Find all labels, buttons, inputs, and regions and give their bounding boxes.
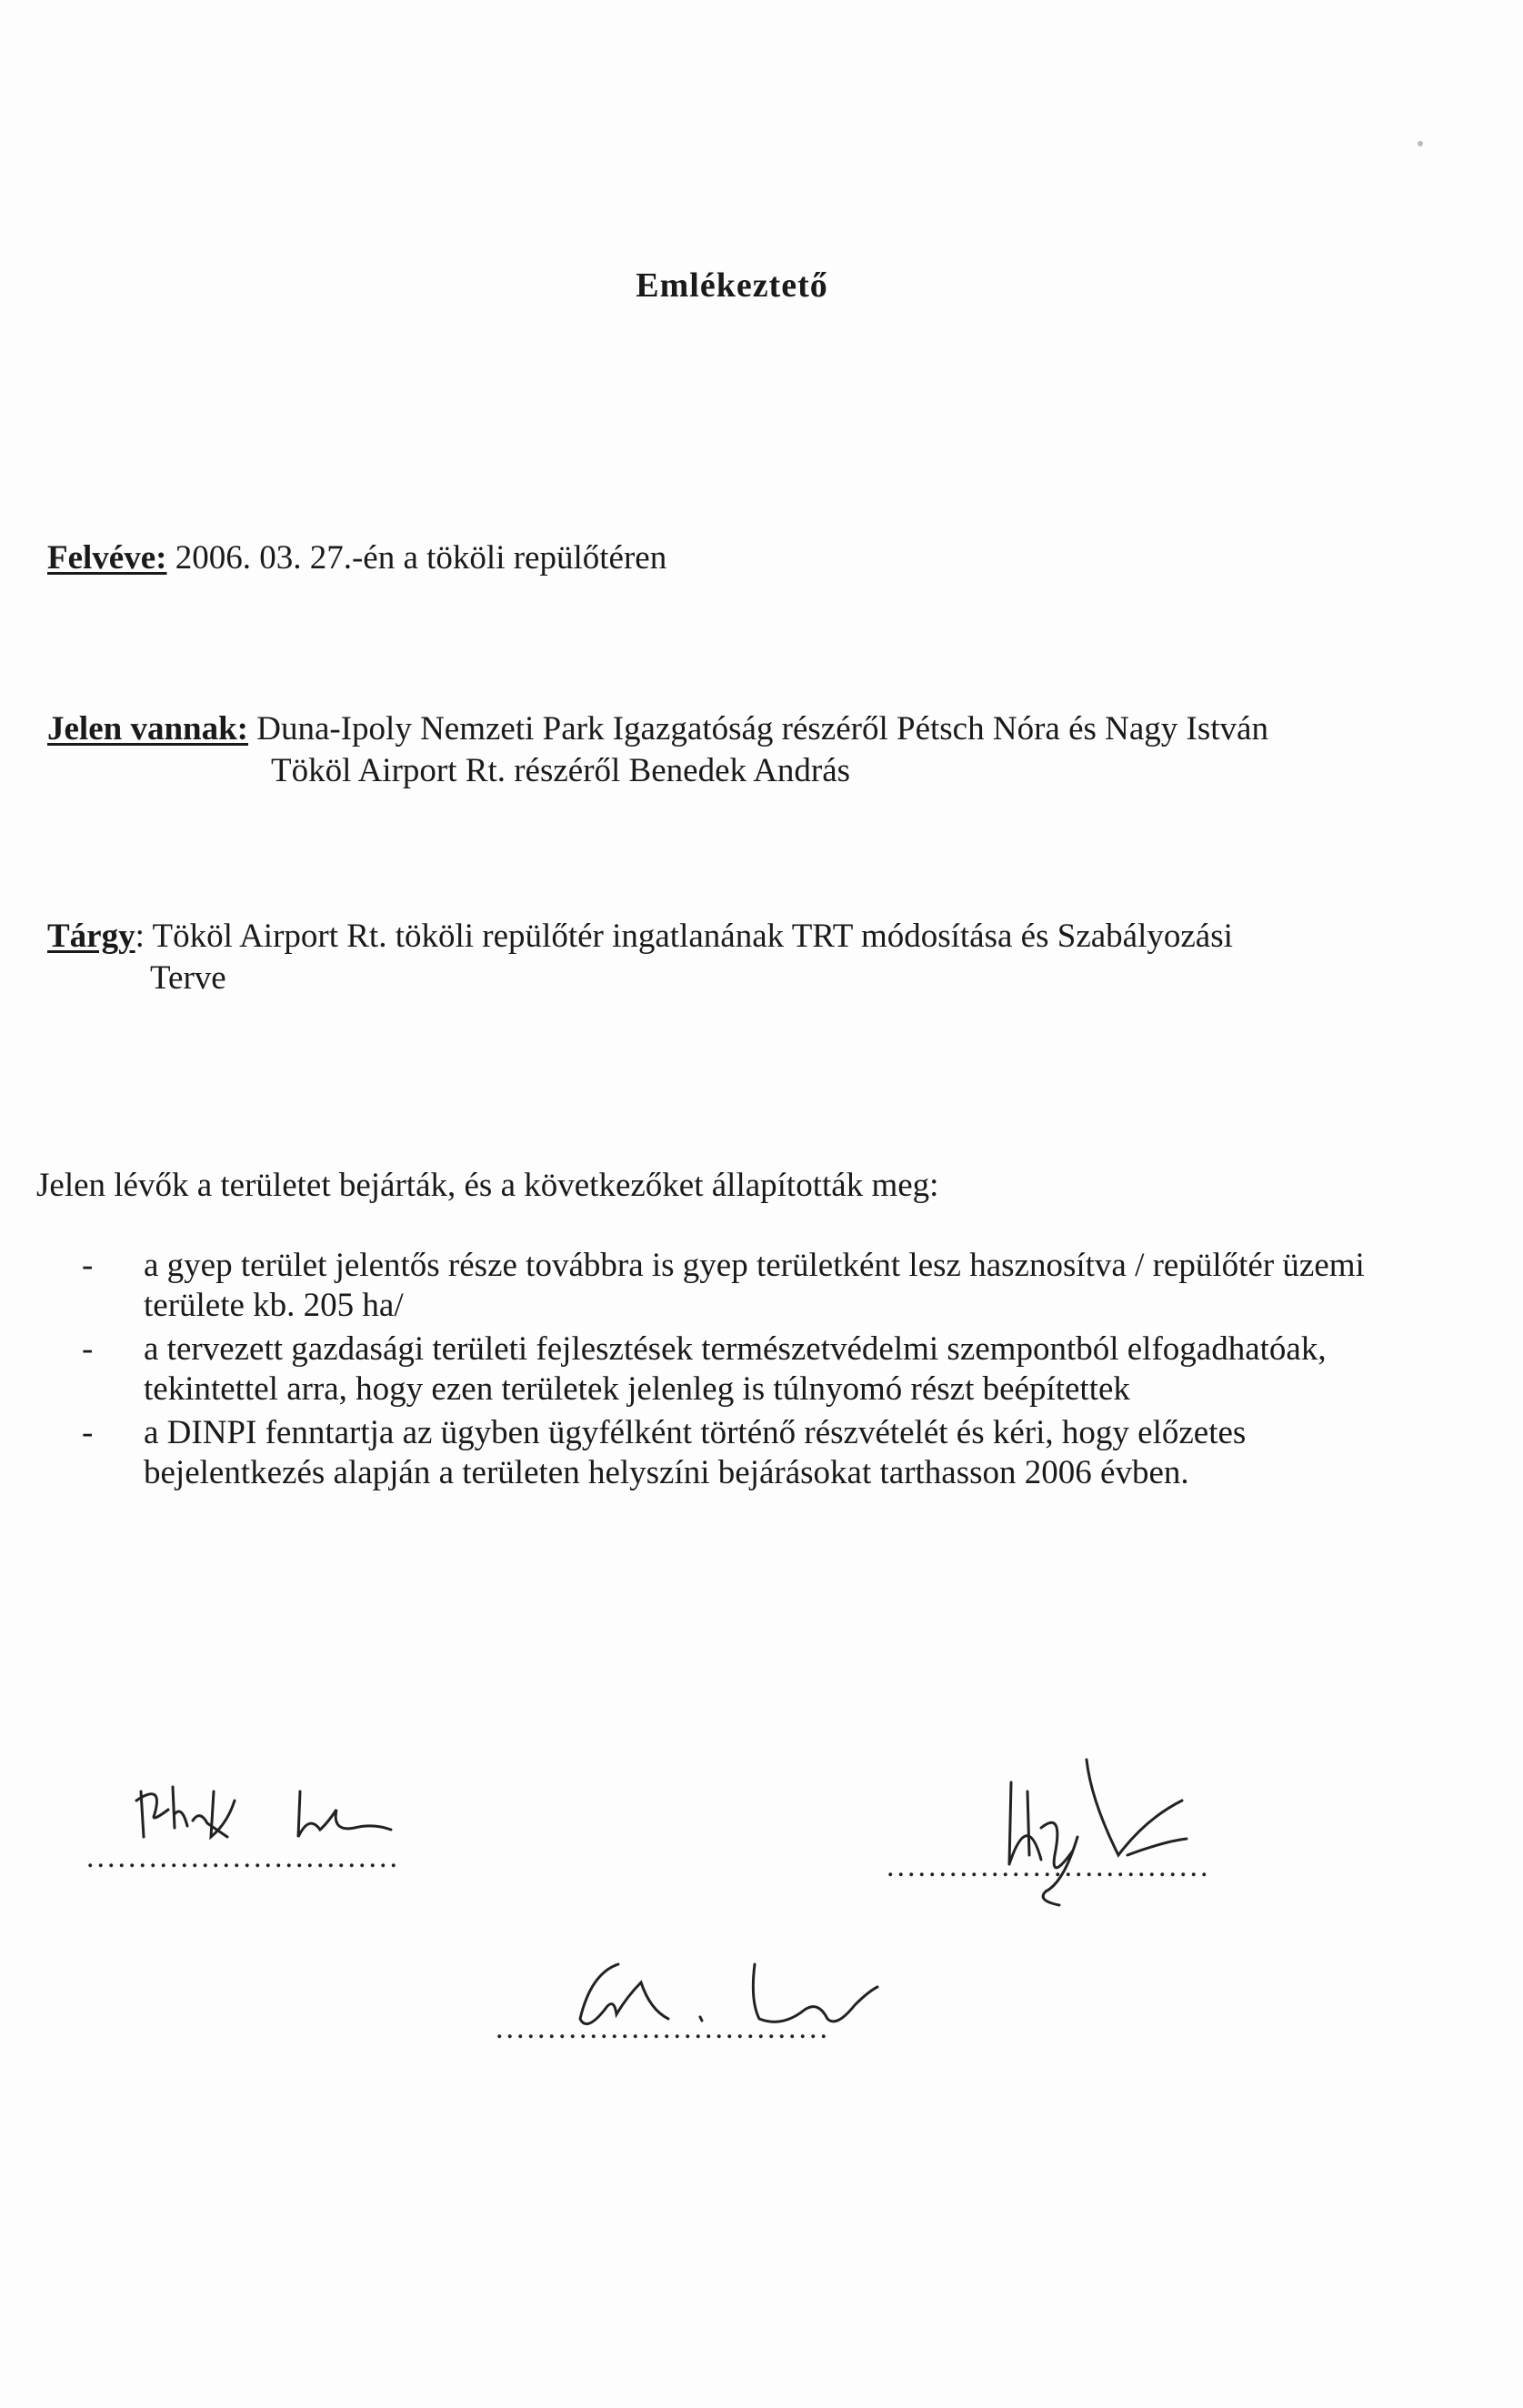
bullet-dash: - — [82, 1414, 94, 1451]
subject-label: Tárgy — [47, 918, 135, 955]
scan-speck — [1418, 141, 1423, 146]
recorded-value: 2006. 03. 27.-én a tököli repülőtéren — [175, 539, 667, 577]
subject-field — [47, 917, 1233, 957]
subject-colon: : — [135, 918, 145, 955]
present-line-1: Duna-Ipoly Nemzeti Park Igazgatóság részéről Pétsch Nóra és Nagy István — [256, 710, 1268, 747]
subject-line-1: Tököl Airport Rt. tököli repülőtér ingatlanának TRT módosítása és Szabályozási — [152, 918, 1233, 955]
bullet-dash: - — [82, 1247, 94, 1284]
findings-list — [82, 1246, 1373, 1497]
list-item — [82, 1329, 1373, 1410]
list-item — [82, 1246, 1373, 1326]
findings-intro: Jelen lévők a területet bejárták, és a következőket állapították meg: — [36, 1167, 939, 1204]
finding-text: a tervezett gazdasági területi fejlesztések természetvédelmi szempontból elfogadhatóak, tekintettel arra, hogy ezen területek jelenleg is túlnyomó részt beépítettek — [144, 1330, 1327, 1408]
finding-text: a gyep terület jelentős része továbbra is gyep területként lesz hasznosítva / repülőtér üzemi területe kb. 205 ha/ — [144, 1247, 1365, 1324]
signature-line-left: .............................. — [86, 1841, 400, 1874]
present-label: Jelen vannak: — [47, 710, 249, 747]
signature-line-bottom: ................................ — [496, 2012, 830, 2045]
signature-right — [991, 1755, 1218, 1910]
present-line-2: Tököl Airport Rt. részéről Benedek András — [271, 752, 851, 789]
document-title: Emlékeztető — [636, 266, 828, 305]
signature-line-right: ............................... — [887, 1850, 1211, 1883]
present-field — [47, 709, 1268, 749]
recorded-label: Felvéve: — [47, 539, 167, 577]
recorded-field — [47, 538, 666, 578]
bullet-dash: - — [82, 1330, 94, 1368]
subject-line-2: Terve — [150, 959, 226, 997]
list-item — [82, 1413, 1373, 1493]
finding-text: a DINPI fenntartja az ügyben ügyfélként történő részvételét és kéri, hogy előzetes bejelentkezés alapján a területen helyszíni bejárásokat tarthasson 2006 évben. — [144, 1414, 1247, 1491]
